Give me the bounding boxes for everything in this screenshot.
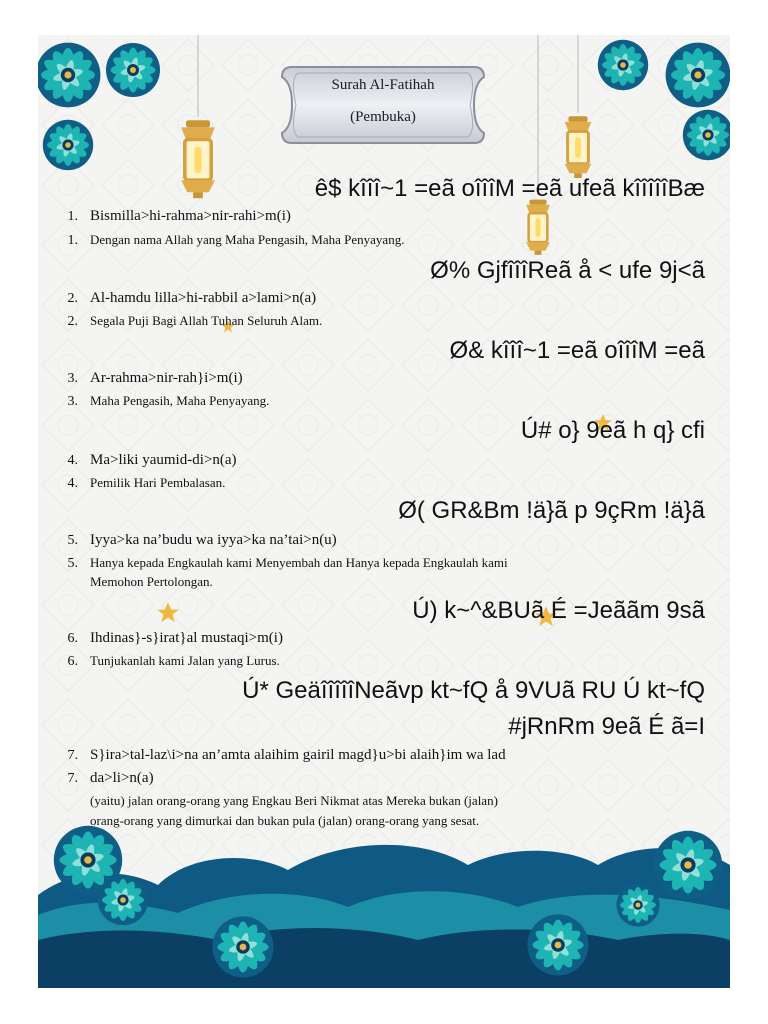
verse-number: 3. — [67, 371, 78, 386]
verse-number: 1. — [67, 209, 78, 224]
arabic-verse-3: Ø& kîîî~1 =eã oîîîM =eã — [449, 337, 705, 364]
title-frame — [278, 63, 488, 147]
translation-6: Tunjukanlah kami Jalan yang Lurus. — [90, 653, 280, 668]
star-icon — [157, 602, 179, 622]
verse-number: 7. — [67, 748, 78, 763]
transliteration-1: Bismilla>hi-rahma>nir-rahi>m(i) — [90, 208, 291, 224]
verse-number: 6. — [67, 631, 78, 646]
transliteration-4: Ma>liki yaumid-di>n(a) — [90, 452, 237, 468]
verse-number: 2. — [67, 314, 78, 329]
verse-number: 1. — [67, 233, 78, 248]
verse-number: 4. — [67, 453, 78, 468]
transliteration-7: S}ira>tal-laz\i>na an’amta alaihim gairil magd}u>bi alaih}im wa lad — [90, 747, 506, 763]
verse-number: 2. — [67, 291, 78, 306]
translation-7-cont: orang-orang yang dimurkai dan bukan pula (jalan) orang-orang yang sesat. — [90, 813, 480, 828]
translation-4: Pemilik Hari Pembalasan. — [90, 475, 226, 490]
arabic-verse-6: Ú) k~^&BUã É =Jeããm 9sã — [412, 597, 705, 624]
transliteration-3: Ar-rahma>nir-rah}i>m(i) — [90, 370, 243, 386]
translation-2: Segala Puji Bagi Allah Tuhan Seluruh Alam. — [90, 313, 323, 328]
arabic-verse-7: Ú* GeäîîîîîNeãvp kt~fQ å 9VUã RU Ú kt~fQ — [242, 677, 705, 704]
translation-7: (yaitu) jalan orang-orang yang Engkau Beri Nikmat atas Mereka bukan (jalan) — [90, 793, 498, 808]
verse-number: 5. — [67, 533, 78, 548]
surah-title: Surah Al-Fatihah — [331, 77, 435, 93]
surah-subtitle: (Pembuka) — [350, 109, 416, 125]
verse-number: 4. — [67, 476, 78, 491]
transliteration-7-cont: da>li>n(a) — [90, 770, 154, 786]
translation-3: Maha Pengasih, Maha Penyayang. — [90, 393, 270, 408]
verse-number: 6. — [67, 654, 78, 669]
arabic-verse-2: Ø% GjfîîîReã å < ufe 9j<ã — [430, 257, 705, 284]
arabic-verse-5: Ø( GR&Bm !ä}ã p 9çRm !ä}ã — [398, 497, 705, 524]
title-plaque — [278, 63, 488, 147]
arabic-verse-1: ê$ kîîî~1 =eã oîîîM =eã ufeã kîîîîîBæ — [314, 175, 705, 202]
translation-5-cont: Memohon Pertolongan. — [90, 574, 213, 589]
transliteration-5: Iyya>ka na’budu wa iyya>ka na’tai>n(u) — [90, 532, 337, 548]
lantern-icon — [526, 35, 550, 255]
translation-5: Hanya kepada Engkaulah kami Menyembah dan Hanya kepada Engkaulah kami — [90, 555, 508, 570]
transliteration-2: Al-hamdu lilla>hi-rabbil a>lami>n(a) — [90, 290, 317, 306]
verse-number: 5. — [67, 556, 78, 571]
transliteration-6: Ihdinas}-s}irat}al mustaqi>m(i) — [90, 630, 283, 646]
flower-ornament — [598, 40, 730, 160]
arabic-verse-7-cont: #jRnRm 9eã É ã=I — [508, 713, 705, 740]
translation-1: Dengan nama Allah yang Maha Pengasih, Maha Penyayang. — [90, 232, 405, 247]
lantern-icon — [181, 35, 215, 198]
lantern-icon — [565, 35, 592, 178]
page-sheet — [38, 35, 730, 988]
flower-ornament — [38, 43, 160, 171]
verse-number: 7. — [67, 771, 78, 786]
arabic-verse-4: Ú# o} 9eã h q} cfi — [520, 417, 705, 444]
verse-number: 3. — [67, 394, 78, 409]
